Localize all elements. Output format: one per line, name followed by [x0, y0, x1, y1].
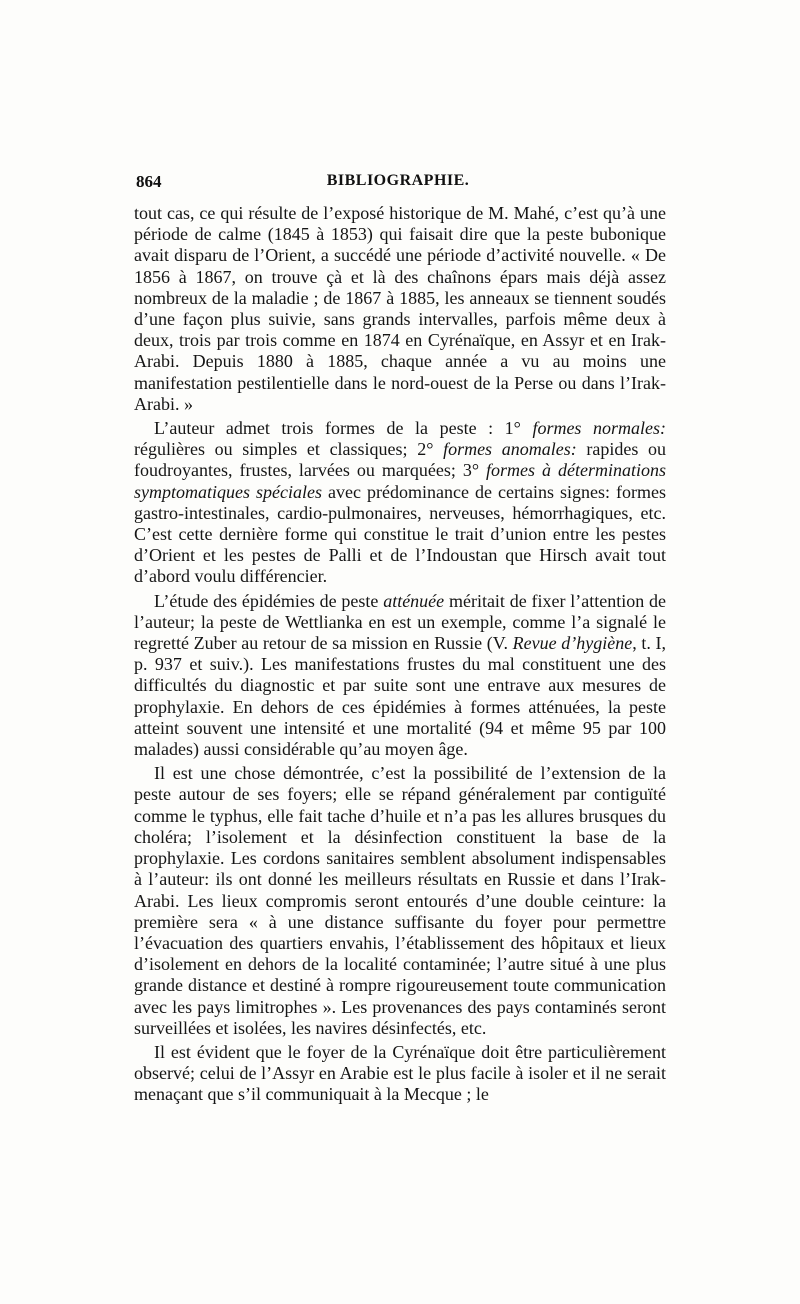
text-segment: L’étude des épidémies de peste [154, 590, 384, 611]
paragraph [134, 1042, 666, 1106]
page-number: 864 [136, 172, 162, 191]
body-text [134, 203, 666, 1109]
running-head: BIBLIOGRAPHIE. [326, 172, 470, 189]
text-segment: tout cas, ce qui résulte de l’exposé historique de M. Mahé, c’est qu’à une période de calme (1845 à 1853) qui faisait dire que la peste bubonique avait disparu de l’Orient, a succédé une période d’activité nouvelle. « De 1856 à 1867, on trouve çà et là des chaînons épars mais déjà assez nombreux de la maladie ; de 1867 à 1885, les anneaux se tiennent soudés d’une façon plus suivie, sans grands intervalles, parfois même deux à deux, trois par trois comme en 1874 en Cyrénaïque, en Assyr et en Irak-Arabi. Depuis 1880 à 1885, chaque année a vu au moins une manifestation pestilentielle dans le nord-ouest de la Perse ou dans l’Irak-Arabi. » [134, 203, 666, 414]
page-header [130, 172, 666, 196]
paragraph [134, 763, 666, 1039]
italic-text: formes normales: [532, 418, 666, 439]
italic-text: formes anomales: [443, 439, 577, 460]
paragraph [134, 418, 666, 588]
text-segment: avec prédominance de certains signes: formes gastro-intestinales, cardio-pulmonaires, nerveuses, hémorrhagiques, etc. C’est cette dernière forme qui constitue le trait d’union entre les pestes d’Orient et les pestes de Palli et de l’Indoustan que Hirsch avait tout d’abord voulu différencier. [134, 481, 666, 587]
text-segment: Il est évident que le foyer de la Cyrénaïque doit être particulièrement observé; celui de l’Assyr en Arabie est le plus facile à isoler et il ne serait menaçant que s’il communiquait à la Mecque ; le [134, 1041, 666, 1105]
text-segment: régulières ou simples et classiques; 2° [134, 439, 444, 460]
text-segment: rapides ou foudroyantes, frustes, larvées ou marquées; 3° [134, 439, 666, 481]
paragraph [134, 203, 666, 415]
italic-text: Revue d’hygiène [512, 633, 633, 654]
text-segment: Il est une chose démontrée, c’est la possibilité de l’extension de la peste autour de ses foyers; elle se répand généralement par contiguïté comme le typhus, elle fait tache d’huile et n’a pas les allures brusques du choléra; l’isolement et la désinfection constituent la base de la prophylaxie. Les cordons sanitaires semblent absolument indispensables à l’auteur: ils ont donné les meilleurs résultats en Russie et dans l’Irak-Arabi. Les lieux compromis seront entourés d’une double ceinture: la première sera « à une distance suffisante du foyer pour permettre l’évacuation des quartiers envahis, l’établissement des hôpitaux et lieux d’isolement en dehors de la localité contaminée; l’autre situé à une plus grande distance et destiné à rompre rigoureusement toute communication avec les pays limitrophes ». Les provenances des pays contaminés seront surveillées et isolées, les navires désinfectés, etc. [134, 763, 666, 1038]
italic-text: atténuée [383, 590, 445, 611]
text-segment: , t. I, p. 937 et suiv.). Les manifestations frustes du mal constituent une des difficultés du diagnostic et par suite sont une entrave aux mesures de prophylaxie. En dehors de ces épidémies à formes atténuées, la peste atteint souvent une intensité et une mortalité (94 et même 95 par 100 malades) aussi considérable qu’au moyen âge. [134, 633, 667, 760]
italic-text: formes à déterminations symptomatiques spéciales [134, 460, 666, 502]
text-segment: L’auteur admet trois formes de la peste : 1° [154, 418, 533, 439]
text-segment: méritait de fixer l’attention de l’auteur; la peste de Wettlianka en est un exemple, comme l’a signalé le regretté Zuber au retour de sa mission en Russie (V. [134, 590, 666, 654]
paragraph [134, 591, 666, 761]
